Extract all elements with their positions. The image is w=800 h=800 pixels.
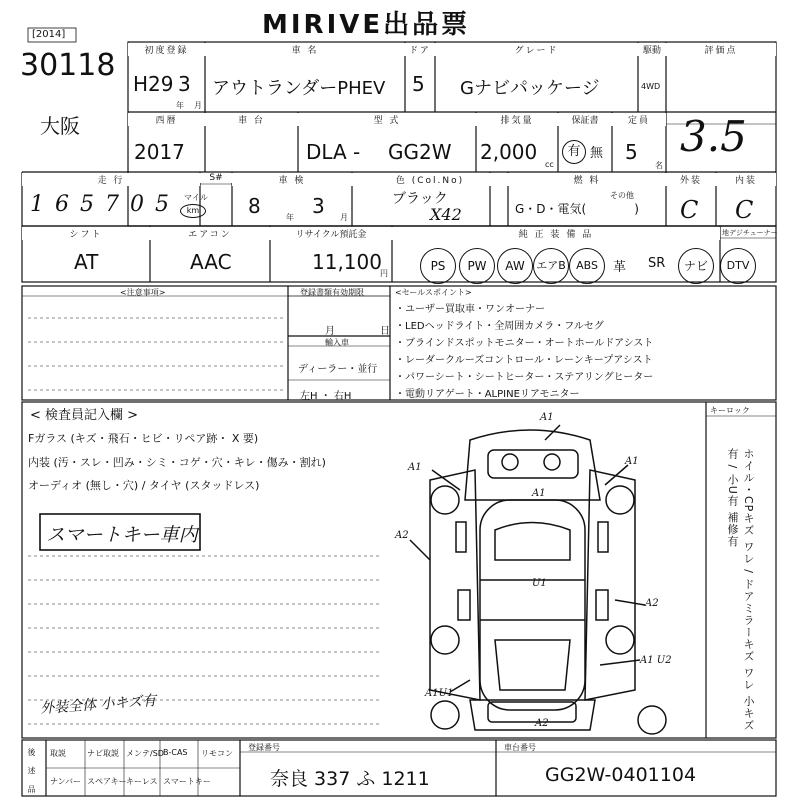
equip-ps: PS bbox=[420, 248, 456, 284]
equip-airbag: エアB bbox=[533, 248, 569, 284]
sno-value: 8 bbox=[248, 194, 261, 218]
label-sno: S# bbox=[200, 173, 232, 183]
year-unit-2: 年 bbox=[286, 213, 294, 222]
warranty-yes: 有 bbox=[562, 140, 586, 164]
sales-point-2: ・LEDヘッドライト・全周囲カメラ・フルセグ bbox=[395, 321, 604, 332]
label-warranty: 保証書 bbox=[558, 113, 612, 126]
km-unit: km bbox=[180, 204, 206, 218]
mark-4: A1 bbox=[532, 488, 546, 499]
fuel-value: G・D・電気( ) bbox=[515, 202, 639, 216]
label-inspection: 車 検 bbox=[232, 173, 352, 186]
persons-unit: 名 bbox=[655, 161, 663, 170]
label-car-name: 車 名 bbox=[205, 43, 405, 56]
recycle-value: 11,100 bbox=[312, 250, 382, 274]
mark-1: A1 bbox=[540, 412, 554, 423]
interior-score: C bbox=[735, 196, 754, 224]
audio-line: オーディオ (無し・穴) / タイヤ (スタッドレス) bbox=[28, 479, 260, 492]
sales-point-5: ・パワーシート・シートヒーター・ステアリングヒーター bbox=[395, 372, 654, 383]
lot-number: 30118 bbox=[20, 48, 116, 83]
label-seireki: 西暦 bbox=[128, 113, 205, 126]
aircon-value: AAC bbox=[190, 250, 232, 274]
sales-point-3: ・ブラインドスポットモニター・オートホールドアシスト bbox=[395, 338, 654, 349]
equip-aw: AW bbox=[497, 248, 533, 284]
acc-spare-key: スペアキー bbox=[87, 777, 127, 786]
note-smartkey: スマートキー車内 bbox=[46, 524, 198, 546]
mark-6: A2 bbox=[645, 598, 659, 609]
acc-smart-key: スマートキー bbox=[163, 777, 211, 786]
reg-era: H29 bbox=[133, 72, 174, 96]
sales-point-6: ・電動リアゲート・ALPINEリアモニター bbox=[395, 389, 580, 400]
mark-9: A2 bbox=[535, 718, 549, 729]
exterior-score: C bbox=[680, 196, 699, 224]
month-unit-2: 月 bbox=[340, 213, 348, 222]
label-aircon: エアコン bbox=[150, 227, 270, 240]
miles-unit: マイル bbox=[184, 193, 208, 202]
seats-value: 5 bbox=[625, 140, 638, 164]
label-dtv: 地デジチューナー bbox=[722, 229, 778, 237]
label-displacement: 排気量 bbox=[476, 113, 558, 126]
glass-line: Fガラス (キズ・飛石・ヒビ・リペア跡・ X 要) bbox=[28, 432, 259, 445]
label-equipment: 純 正 装 備 品 bbox=[392, 227, 720, 240]
note-scratch: 外装全体 小キズ有 bbox=[39, 692, 157, 718]
mark-3: A1 bbox=[625, 456, 639, 467]
acc-navi-manual: ナビ取説 bbox=[87, 749, 119, 758]
label-inspector: < 検査員記入欄 > bbox=[30, 408, 139, 423]
mark-5: U1 bbox=[532, 578, 547, 589]
label-model: 型 式 bbox=[298, 113, 476, 126]
sales-point-4: ・レーダークルーズコントロール・レーンキープアシスト bbox=[395, 355, 653, 366]
reg-month: 3 bbox=[178, 72, 191, 96]
label-chassis: 車台番号 bbox=[504, 743, 536, 752]
score-value: 3.5 bbox=[680, 112, 747, 161]
label-import: 輸入車 bbox=[325, 338, 349, 347]
mark-8: A1U1 bbox=[425, 688, 454, 699]
label-fuel: 燃 料 bbox=[508, 173, 666, 186]
mileage-value: 1 6 5 7 0 5 bbox=[30, 192, 171, 217]
color-value: ブラック bbox=[392, 191, 448, 207]
model-value: GG2W bbox=[388, 140, 452, 164]
label-doors: ドア bbox=[405, 43, 435, 56]
label-recycle: リサイクル預託金 bbox=[270, 227, 392, 240]
sales-point-1: ・ユーザー買取車・ワンオーナー bbox=[395, 304, 545, 315]
equip-abs: ABS bbox=[569, 248, 605, 284]
label-mileage: 走 行 bbox=[22, 173, 200, 186]
deadline-day: 日 bbox=[380, 326, 390, 337]
label-color: 色 (Col.No) bbox=[352, 173, 508, 186]
label-interior: 内装 bbox=[716, 173, 776, 186]
label-exterior: 外装 bbox=[666, 173, 716, 186]
interior-line: 内装 (汚・スレ・凹み・シミ・コゲ・穴・キレ・傷み・割れ) bbox=[28, 456, 326, 469]
equip-dtv: DTV bbox=[720, 248, 756, 284]
acc-number: ナンバー bbox=[50, 777, 82, 786]
yen-unit: 円 bbox=[380, 269, 388, 278]
acc-manual: 取説 bbox=[50, 749, 66, 758]
mark-7: A1 U2 bbox=[640, 655, 672, 666]
year-unit: 年 bbox=[176, 101, 184, 110]
displacement-value: 2,000 bbox=[480, 140, 538, 164]
grade-value: Gナビパッケージ bbox=[460, 78, 600, 99]
mark-10: A2 bbox=[395, 530, 409, 541]
acc-remote: リモコン bbox=[201, 749, 233, 758]
doors-value: 5 bbox=[412, 72, 425, 96]
shift-value: AT bbox=[74, 250, 99, 274]
equip-pw: PW bbox=[459, 248, 495, 284]
plate-number: 奈良 337 ふ 1211 bbox=[270, 768, 430, 790]
deadline-month: 月 bbox=[325, 326, 335, 337]
label-notes: <注意事項> bbox=[120, 288, 166, 297]
acc-maint: メンテ/SD bbox=[126, 749, 164, 758]
label-plate: 登録番号 bbox=[248, 743, 280, 752]
year-tag: [2014] bbox=[32, 29, 66, 40]
label-seats: 定員 bbox=[612, 113, 666, 126]
label-first-reg: 初度登録 bbox=[128, 43, 205, 56]
label-rating: 評価点 bbox=[666, 43, 776, 56]
mark-2: A1 bbox=[408, 462, 422, 473]
acc-keyless: キーレス bbox=[126, 777, 158, 786]
dealer-type: ディーラー・並行 bbox=[298, 364, 378, 375]
label-reg-deadline: 登録書類有効期限 bbox=[300, 288, 364, 297]
warranty-no: 無 bbox=[590, 146, 604, 161]
chassis-number: GG2W-0401104 bbox=[545, 764, 697, 786]
car-name: アウトランダーPHEV bbox=[212, 78, 386, 99]
right-vertical-note: ホイル・CPキズ ワレ / ドアミラーキズ ワレ 小キズ有 / 小U有 補修有 bbox=[726, 448, 755, 732]
color-no: X42 bbox=[430, 205, 462, 224]
label-shaken: 車 台 bbox=[205, 113, 298, 126]
inspection-value: 3 bbox=[312, 194, 325, 218]
label-keylock: キーロック bbox=[710, 406, 750, 415]
form-title: MIRIVE出品票 bbox=[262, 10, 471, 40]
cc-unit: cc bbox=[545, 160, 554, 169]
year-value: 2017 bbox=[134, 140, 185, 164]
label-shift: シフト bbox=[22, 227, 150, 240]
location: 大阪 bbox=[40, 114, 80, 138]
acc-bcas: B-CAS bbox=[163, 748, 188, 757]
label-sales: <セールスポイント> bbox=[395, 288, 472, 297]
label-accessories: 後 述 品 bbox=[27, 748, 36, 798]
equip-navi: ナビ bbox=[678, 248, 714, 284]
fuel-other: その他 bbox=[610, 191, 634, 200]
equip-sr: SR bbox=[648, 256, 666, 271]
label-drive: 駆動 bbox=[638, 43, 666, 56]
drive-value: 4WD bbox=[641, 82, 661, 91]
month-unit: 月 bbox=[194, 101, 202, 110]
equip-leather: 革 bbox=[613, 260, 627, 275]
label-grade: グレード bbox=[435, 43, 638, 56]
model-prefix: DLA - bbox=[306, 140, 361, 164]
handle-side: 左H ・ 右H bbox=[300, 391, 352, 402]
